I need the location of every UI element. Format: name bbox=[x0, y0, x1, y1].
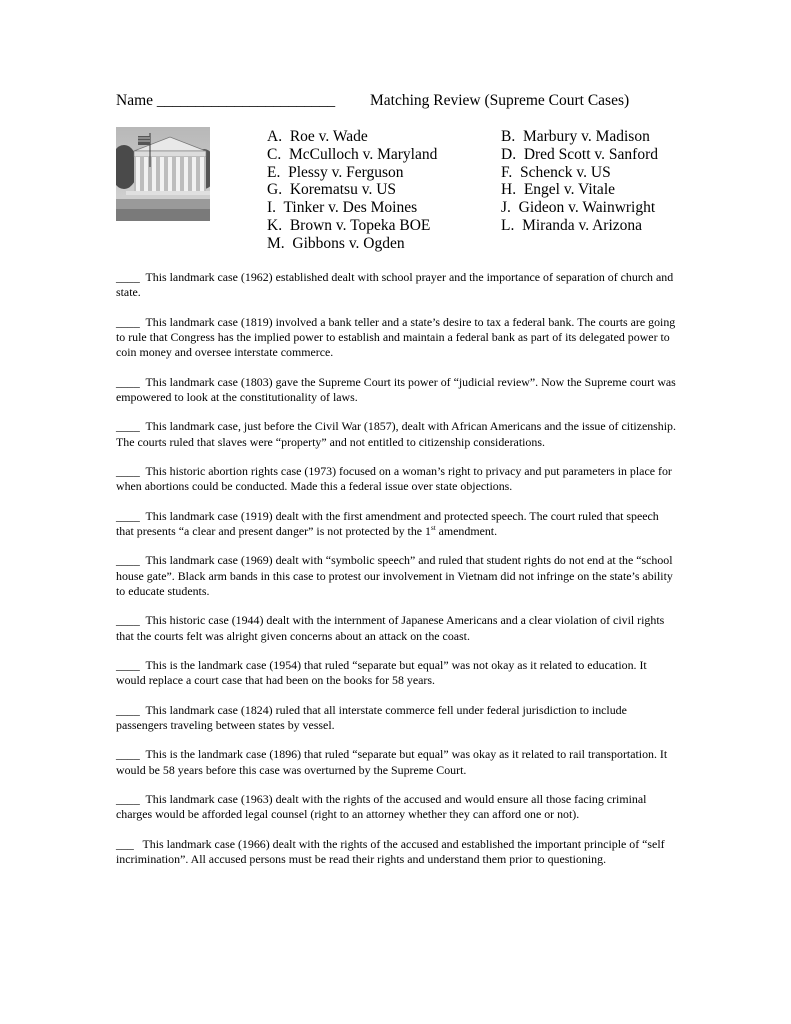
question-item bbox=[116, 419, 676, 449]
answer-blank[interactable]: ____ bbox=[116, 613, 146, 628]
question-item bbox=[116, 375, 676, 405]
question-text: This landmark case (1803) gave the Supreme Court its power of “judicial review”. Now the Supreme court was empowered to look at the constitutionality of laws. bbox=[116, 374, 676, 404]
question-text: This landmark case (1962) established dealt with school prayer and the importance of separation of church and state. bbox=[116, 270, 674, 300]
question-item bbox=[116, 747, 676, 777]
answer-blank[interactable]: ____ bbox=[116, 508, 146, 523]
choice-item: L. Miranda v. Arizona bbox=[501, 216, 643, 234]
choice-item: E. Plessy v. Ferguson bbox=[267, 163, 404, 181]
question-list bbox=[116, 270, 676, 882]
question-item bbox=[116, 613, 676, 643]
choice-item: J. Gideon v. Wainwright bbox=[501, 199, 656, 217]
question-item bbox=[116, 315, 676, 361]
question-text: This landmark case, just before the Civil War (1857), dealt with African Americans and the issue of citizenship. The courts ruled that slaves were “property” and not entitled to citizenship considerations. bbox=[116, 419, 676, 449]
question-text: This is the landmark case (1954) that ruled “separate but equal” was not okay as it related to education. It would replace a court case that had been on the books for 58 years. bbox=[116, 658, 647, 688]
name-field-label[interactable]: Name _______________________ bbox=[116, 92, 336, 109]
question-item bbox=[116, 270, 676, 300]
question-item bbox=[116, 553, 676, 599]
question-item bbox=[116, 509, 676, 539]
question-text: This landmark case (1819) involved a bank teller and a state’s desire to tax a federal bank. The courts are going to rule that Congress has the implied power to establish and maintain a federal bank as part of its delegated power to coin money and oversee interstate commerce. bbox=[116, 314, 676, 360]
choice-item: D. Dred Scott v. Sanford bbox=[501, 145, 658, 163]
question-text: This historic abortion rights case (1973) focused on a woman’s right to privacy and put parameters in place for when abortions could be conducted. Made this a federal issue over state objections. bbox=[116, 464, 672, 494]
question-item bbox=[116, 703, 676, 733]
answer-blank[interactable]: ____ bbox=[116, 314, 146, 329]
answer-blank[interactable]: ____ bbox=[116, 464, 146, 479]
question-text: This landmark case (1963) dealt with the rights of the accused and would ensure all those facing criminal charges would be afforded legal counsel (right to an attorney whether they can afford one or not). bbox=[116, 792, 647, 822]
choice-item: M. Gibbons v. Ogden bbox=[267, 234, 405, 252]
choice-item: B. Marbury v. Madison bbox=[501, 128, 650, 145]
answer-blank[interactable]: ___ bbox=[116, 836, 143, 851]
question-item bbox=[116, 658, 676, 688]
superscript-ordinal: st bbox=[430, 523, 436, 532]
question-item bbox=[116, 837, 676, 867]
answer-blank[interactable]: ____ bbox=[116, 374, 146, 389]
answer-blank[interactable]: ____ bbox=[116, 270, 146, 284]
question-item bbox=[116, 792, 676, 822]
page-title: Matching Review (Supreme Court Cases) bbox=[370, 92, 630, 109]
supreme-court-building-photo bbox=[116, 127, 210, 221]
question-text: This historic case (1944) dealt with the internment of Japanese Americans and a clear violation of civil rights that the courts felt was alright given concerns about an attack on the coast. bbox=[116, 613, 665, 643]
answer-choices-right bbox=[501, 128, 658, 235]
question-text: This landmark case (1824) ruled that all interstate commerce fell under federal jurisdiction to include passengers traveling between states by vessel. bbox=[116, 702, 627, 732]
answer-blank[interactable]: ____ bbox=[116, 419, 146, 434]
question-text: This landmark case (1919) dealt with the first amendment and protected speech. The court ruled that speech that presents “a clear and present danger” is not protected by the 1 bbox=[116, 508, 659, 538]
answer-blank[interactable]: ____ bbox=[116, 553, 146, 568]
question-text: This landmark case (1969) dealt with “symbolic speech” and ruled that student rights do not end at the “school house gate”. Black arm bands in this case to protest our involvement in Vietnam did not infringe on the state’s ability to educate students. bbox=[116, 553, 673, 598]
answer-blank[interactable]: ____ bbox=[116, 702, 146, 717]
choice-item: F. Schenck v. US bbox=[501, 163, 611, 181]
question-text: This is the landmark case (1896) that ruled “separate but equal” was okay as it related to rail transportation. It would be 58 years before this case was overturned by the Supreme Court. bbox=[116, 747, 668, 777]
choice-item: G. Korematsu v. US bbox=[267, 181, 397, 199]
choice-item: C. McCulloch v. Maryland bbox=[267, 145, 438, 163]
choice-item: A. Roe v. Wade bbox=[267, 128, 368, 145]
choice-item: K. Brown v. Topeka BOE bbox=[267, 216, 431, 234]
worksheet-header bbox=[116, 92, 676, 114]
choice-item: I. Tinker v. Des Moines bbox=[267, 199, 418, 217]
question-item bbox=[116, 464, 676, 494]
question-text-end: amendment. bbox=[435, 523, 498, 538]
question-text: This landmark case (1966) dealt with the rights of the accused and established the important principle of “self incrimination”. All accused persons must be read their rights and understand them prior to questioning. bbox=[116, 836, 665, 867]
answer-choices-left bbox=[267, 128, 437, 253]
answer-blank[interactable]: ____ bbox=[116, 792, 146, 807]
answer-blank[interactable]: ____ bbox=[116, 747, 146, 762]
answer-blank[interactable]: ____ bbox=[116, 658, 146, 673]
choice-item: H. Engel v. Vitale bbox=[501, 181, 616, 199]
